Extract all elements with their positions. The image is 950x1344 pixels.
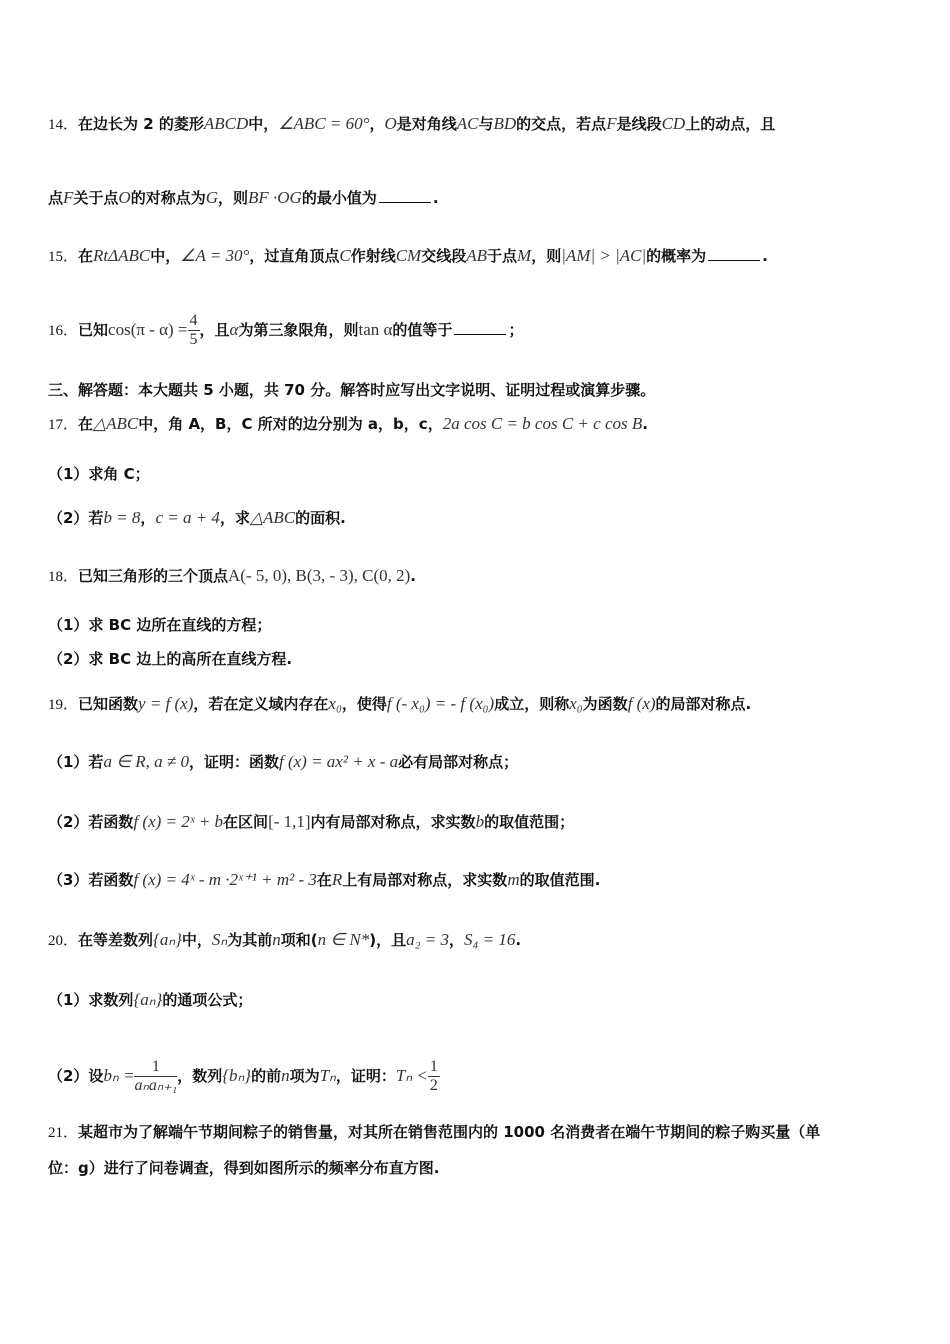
text: ， [140, 509, 156, 527]
math: a ∈ R, a ≠ 0 [103, 752, 189, 771]
math: C [339, 246, 351, 265]
math: Tₙ [319, 1066, 336, 1085]
math: 2a cos C = b cos C + c cos B [442, 414, 643, 433]
math: bₙ = [103, 1066, 135, 1085]
math: f (x) = 2ˣ + b [133, 812, 224, 831]
text: ， [448, 931, 464, 949]
q18-part-1 [48, 615, 910, 635]
text: （3）若函数 [48, 871, 134, 889]
text: ； [508, 321, 524, 339]
math: f (- x₀) = - f (x₀) [386, 694, 495, 713]
text: （1）求 BC 边所在直线的方程； [48, 616, 272, 634]
text: ，证明：函数 [188, 753, 279, 771]
q21-line-2 [48, 1158, 910, 1178]
fraction [134, 1058, 177, 1095]
math: R [331, 870, 343, 889]
text: 项为 [289, 1067, 320, 1085]
math: [- 1,1] [268, 812, 311, 831]
text: 的交点，若点 [516, 115, 607, 133]
frac-numerator: 4 [189, 312, 198, 329]
q14-line-2 [48, 188, 910, 208]
math: ABCD [203, 114, 249, 133]
text: 的通项公式； [162, 991, 253, 1009]
text: 的局部对称点. [655, 695, 752, 713]
math: A(- 5, 0), B(3, - 3), C(0, 2) [228, 566, 411, 585]
text: 为函数 [582, 695, 628, 713]
frac-denominator: 2 [429, 1077, 438, 1094]
q19-part-2 [48, 812, 910, 832]
text: . [642, 415, 648, 433]
math: F [63, 188, 74, 207]
math: M [517, 246, 532, 265]
math: AB [466, 246, 488, 265]
q21-number: 21． [48, 1125, 79, 1141]
text: ，过直角顶点 [249, 247, 340, 265]
text: 内有局部对称点，求实数 [310, 813, 476, 831]
answer-blank [379, 188, 431, 203]
q16-line [48, 312, 910, 349]
text: 已知函数 [78, 695, 139, 713]
text: 在 [316, 871, 332, 889]
q19-part-1 [48, 752, 910, 772]
q15-number: 15． [48, 249, 79, 265]
math: b = 8 [103, 508, 141, 527]
text: 的取值范围. [519, 871, 601, 889]
text: . [432, 189, 439, 207]
math: c = a + 4 [155, 508, 220, 527]
text: ，若在定义域内存在 [193, 695, 329, 713]
text: （1）求数列 [48, 991, 134, 1009]
math: Sₙ [211, 930, 228, 949]
text: 在边长为 2 的菱形 [78, 115, 204, 133]
text: （1）求角 C； [48, 465, 150, 483]
text: 的对称点为 [130, 189, 206, 207]
math: AC [456, 114, 479, 133]
text: 中， [181, 931, 212, 949]
math: △ABC [93, 414, 139, 433]
text: ，求 [219, 509, 250, 527]
math: f (x) = ax² + x - a [278, 752, 399, 771]
text: 中，角 A，B，C 所对的边分别为 a，b，c， [138, 415, 443, 433]
text: 上有局部对称点，求实数 [342, 871, 508, 889]
text: 的面积. [295, 509, 346, 527]
fraction [188, 312, 200, 349]
text: 在 [78, 415, 94, 433]
text: 交线段 [421, 247, 467, 265]
text: 与 [478, 115, 494, 133]
q19-part-3 [48, 870, 910, 890]
text: ，使得 [341, 695, 387, 713]
text: 于点 [487, 247, 518, 265]
q21-line-1 [48, 1122, 910, 1143]
text: 的取值范围； [484, 813, 575, 831]
math: CM [395, 246, 422, 265]
q20-line [48, 930, 910, 951]
text: 的值等于 [392, 321, 453, 339]
math: x₀ [328, 694, 342, 713]
math: tan α [358, 320, 393, 339]
text: 为其前 [227, 931, 273, 949]
text: ，则 [531, 247, 562, 265]
frac-numerator: 1 [134, 1058, 177, 1077]
math: m [507, 870, 520, 889]
math: △ABC [249, 508, 296, 527]
section-3-title [48, 380, 910, 400]
text: 中， [248, 115, 279, 133]
math: n ∈ N* [317, 930, 370, 949]
math: b [475, 812, 485, 831]
text: ，证明： [335, 1067, 396, 1085]
q19-number: 19． [48, 697, 79, 713]
math: a₂ = 3 [406, 930, 449, 949]
q16-number: 16． [48, 323, 79, 339]
math: S₄ = 16 [464, 930, 516, 949]
text: 三、解答题：本大题共 5 小题，共 70 分。解答时应写出文字说明、证明过程或演算步骤。 [48, 381, 656, 399]
math: y = f (x) [138, 694, 194, 713]
frac-denominator: 5 [189, 331, 198, 348]
text: 在 [78, 247, 94, 265]
math: O [118, 188, 131, 207]
q18-line [48, 566, 910, 587]
math: Tₙ < [395, 1066, 428, 1085]
text: 是线段 [616, 115, 662, 133]
text: 为第三象限角，则 [238, 321, 359, 339]
text: 的最小值为 [301, 189, 377, 207]
q17-part-2 [48, 508, 910, 528]
text: （2）若 [48, 509, 104, 527]
math: α [229, 320, 239, 339]
q17-number: 17． [48, 417, 79, 433]
math: n [281, 1066, 290, 1085]
q20-part-1 [48, 990, 910, 1010]
text: （1）若 [48, 753, 104, 771]
text: 成立，则称 [494, 695, 570, 713]
math: x₀ [569, 694, 583, 713]
math: BD [493, 114, 517, 133]
math: f (x) [627, 694, 656, 713]
math: O [384, 114, 397, 133]
q17-part-1 [48, 464, 910, 484]
math: f (x) = 4ˣ - m ·2ˣ⁺¹ + m² - 3 [133, 870, 317, 889]
math: CD [661, 114, 686, 133]
text: 的概率为 [646, 247, 707, 265]
math: {bₙ} [222, 1066, 252, 1085]
text: 必有局部对称点； [398, 753, 519, 771]
text: 关于点 [73, 189, 119, 207]
answer-blank [708, 246, 760, 261]
q18-number: 18． [48, 569, 79, 585]
frac-denominator: aₙaₙ₊₁ [134, 1077, 178, 1094]
q14-number: 14． [48, 117, 79, 133]
q15-line [48, 246, 910, 267]
text: 项和( [280, 931, 318, 949]
frac-numerator: 1 [429, 1058, 438, 1075]
text: )，且 [369, 931, 407, 949]
text: （2）设 [48, 1067, 104, 1085]
text: ， [369, 115, 385, 133]
fraction [428, 1058, 440, 1095]
q20-number: 20． [48, 933, 79, 949]
text: 中， [150, 247, 181, 265]
text: 某超市为了解端午节期间粽子的销售量，对其所在销售范围内的 1000 名消费者在端午节期间的粽子购买量（单 [78, 1123, 821, 1141]
q17-line [48, 414, 910, 435]
math: RtΔABC [93, 246, 151, 265]
math: cos(π - α) = [108, 320, 188, 339]
text: 是对角线 [396, 115, 457, 133]
text: （2）求 BC 边上的高所在直线方程. [48, 650, 293, 668]
text: 已知三角形的三个顶点 [78, 567, 229, 585]
q20-part-2 [48, 1058, 910, 1095]
text: 的前 [251, 1067, 282, 1085]
math: {aₙ} [153, 930, 182, 949]
q18-part-2 [48, 649, 910, 669]
text: 作射线 [350, 247, 396, 265]
text: . [410, 567, 416, 585]
text: 在区间 [223, 813, 269, 831]
text: 在等差数列 [78, 931, 154, 949]
text: 位：g）进行了问卷调查，得到如图所示的频率分布直方图. [48, 1159, 440, 1177]
text: ，则 [218, 189, 249, 207]
text: （2）若函数 [48, 813, 134, 831]
text: . [515, 931, 522, 949]
math: G [205, 188, 218, 207]
text: 上的动点，且 [685, 115, 776, 133]
text: 已知 [78, 321, 109, 339]
text: . [762, 247, 768, 265]
math: BF ·OG [248, 188, 302, 207]
text: ，且 [199, 321, 230, 339]
text: ，数列 [177, 1067, 223, 1085]
text: 点 [48, 189, 64, 207]
math: ∠ABC = 60° [278, 114, 370, 133]
q19-line [48, 694, 910, 715]
math: ∠A = 30° [180, 246, 250, 265]
math: F [606, 114, 617, 133]
math: |AM| > |AC| [561, 246, 647, 265]
answer-blank [454, 320, 506, 335]
math: {aₙ} [133, 990, 163, 1009]
math: n [272, 930, 281, 949]
q14-line-1 [48, 114, 910, 135]
